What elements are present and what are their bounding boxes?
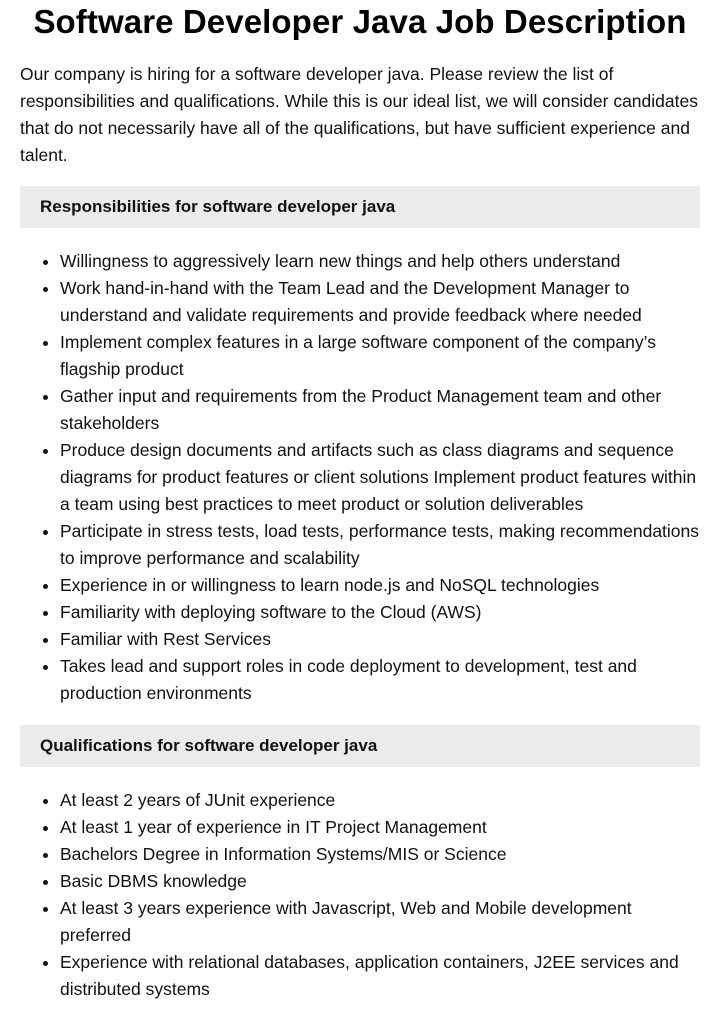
responsibilities-list — [20, 248, 700, 707]
list-item: At least 2 years of JUnit experience — [60, 787, 700, 814]
list-item: Produce design documents and artifacts such as class diagrams and sequence diagrams for product features or client solutions Implement product features within a team using best practices to meet product or solution deliverables — [60, 437, 700, 518]
list-item: Experience in or willingness to learn node.js and NoSQL technologies — [60, 572, 700, 599]
list-item: At least 3 years experience with Javascript, Web and Mobile development preferred — [60, 895, 700, 949]
list-item: Willingness to aggressively learn new things and help others understand — [60, 248, 700, 275]
list-item: Basic DBMS knowledge — [60, 868, 700, 895]
list-item: Gather input and requirements from the Product Management team and other stakeholders — [60, 383, 700, 437]
list-item: Participate in stress tests, load tests, performance tests, making recommendations to improve performance and scalability — [60, 518, 700, 572]
list-item: Experience with relational databases, application containers, J2EE services and distributed systems — [60, 949, 700, 1003]
qualifications-heading-text: Qualifications for software developer java — [40, 736, 378, 755]
list-item: At least 1 year of experience in IT Project Management — [60, 814, 700, 841]
list-item: Work hand-in-hand with the Team Lead and the Development Manager to understand and validate requirements and provide feedback where needed — [60, 275, 700, 329]
list-item: Implement complex features in a large software component of the company’s flagship product — [60, 329, 700, 383]
responsibilities-heading — [20, 186, 700, 228]
list-item: Familiarity with deploying software to the Cloud (AWS) — [60, 599, 700, 626]
list-item: Takes lead and support roles in code deployment to development, test and production environments — [60, 653, 700, 707]
list-item: Bachelors Degree in Information Systems/MIS or Science — [60, 841, 700, 868]
list-item: Familiar with Rest Services — [60, 626, 700, 653]
qualifications-heading — [20, 725, 700, 767]
intro-paragraph: Our company is hiring for a software developer java. Please review the list of responsibilities and qualifications. While this is our ideal list, we will consider candidates that do not necessarily have all of the qualifications, but have sufficient experience and talent. — [20, 64, 698, 165]
page-title: Software Developer Java Job Description — [33, 3, 687, 40]
responsibilities-heading-text: Responsibilities for software developer java — [40, 197, 396, 216]
qualifications-list — [20, 787, 700, 1003]
